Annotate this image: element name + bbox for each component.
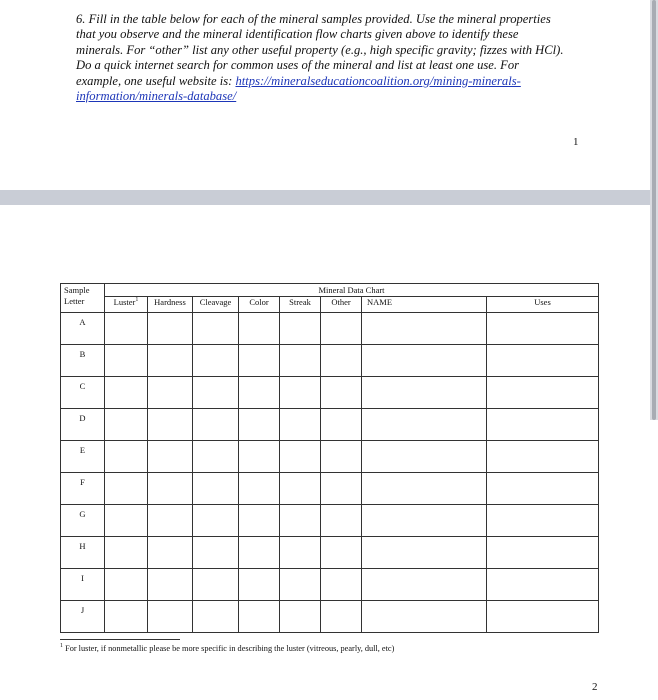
question-line: Do a quick internet search for common uses of the mineral and list at least one use. For [76, 58, 520, 73]
uses-input-cell[interactable] [487, 345, 599, 377]
color-input-cell[interactable] [239, 441, 280, 473]
table-row [61, 505, 599, 537]
sample-letter-cell: A [61, 313, 105, 345]
streak-header: Streak [280, 297, 321, 313]
uses-input-cell[interactable] [487, 473, 599, 505]
table-row [61, 473, 599, 505]
name-input-cell[interactable] [362, 441, 487, 473]
question-line [76, 74, 596, 89]
sample-letter-cell: I [61, 569, 105, 601]
streak-input-cell[interactable] [280, 377, 321, 409]
name-input-cell[interactable] [362, 537, 487, 569]
table-title: Mineral Data Chart [105, 284, 599, 297]
color-input-cell[interactable] [239, 377, 280, 409]
uses-input-cell[interactable] [487, 313, 599, 345]
name-input-cell[interactable] [362, 345, 487, 377]
other-input-cell[interactable] [321, 345, 362, 377]
luster-input-cell[interactable] [105, 313, 148, 345]
color-input-cell[interactable] [239, 313, 280, 345]
luster-input-cell[interactable] [105, 569, 148, 601]
other-input-cell[interactable] [321, 505, 362, 537]
uses-input-cell[interactable] [487, 569, 599, 601]
streak-input-cell[interactable] [280, 601, 321, 633]
cleavage-header: Cleavage [193, 297, 239, 313]
uses-input-cell[interactable] [487, 537, 599, 569]
sample-letter-cell: H [61, 537, 105, 569]
cleavage-input-cell[interactable] [193, 601, 239, 633]
hardness-input-cell[interactable] [148, 345, 193, 377]
scrollbar-thumb[interactable] [652, 0, 656, 420]
table-row [61, 409, 599, 441]
sample-letter-cell: D [61, 409, 105, 441]
color-input-cell[interactable] [239, 537, 280, 569]
sample-letter-cell: J [61, 601, 105, 633]
question-line: 6. Fill in the table below for each of the mineral samples provided. Use the mineral properties [76, 12, 551, 26]
footnote-mark: 1 [60, 643, 63, 649]
vertical-scrollbar[interactable] [650, 0, 658, 420]
name-input-cell[interactable] [362, 601, 487, 633]
cleavage-input-cell[interactable] [193, 537, 239, 569]
footnote [60, 643, 394, 653]
streak-input-cell[interactable] [280, 345, 321, 377]
cleavage-input-cell[interactable] [193, 313, 239, 345]
color-input-cell[interactable] [239, 345, 280, 377]
table-row [61, 377, 599, 409]
streak-input-cell[interactable] [280, 505, 321, 537]
name-input-cell[interactable] [362, 505, 487, 537]
uses-input-cell[interactable] [487, 601, 599, 633]
sample-letter-cell: G [61, 505, 105, 537]
other-input-cell[interactable] [321, 409, 362, 441]
cleavage-input-cell[interactable] [193, 505, 239, 537]
cleavage-input-cell[interactable] [193, 377, 239, 409]
letter-header-text: Letter [64, 296, 85, 306]
hardness-input-cell[interactable] [148, 409, 193, 441]
streak-input-cell[interactable] [280, 441, 321, 473]
question-line: minerals. For “other” list any other useful property (e.g., high specific gravity; fizzes with HCl). [76, 42, 564, 57]
sample-letter-cell: B [61, 345, 105, 377]
streak-input-cell[interactable] [280, 569, 321, 601]
luster-label: Luster [113, 297, 136, 307]
question-line-prefix: example, one useful website is: [76, 73, 236, 88]
cleavage-input-cell[interactable] [193, 409, 239, 441]
name-header: NAME [362, 297, 487, 313]
uses-input-cell[interactable] [487, 505, 599, 537]
color-input-cell[interactable] [239, 505, 280, 537]
sample-header-text: Sample [64, 285, 90, 295]
minerals-database-link-continued[interactable]: information/minerals-database/ [76, 89, 237, 104]
color-input-cell[interactable] [239, 601, 280, 633]
other-input-cell[interactable] [321, 441, 362, 473]
other-input-cell[interactable] [321, 537, 362, 569]
streak-input-cell[interactable] [280, 473, 321, 505]
hardness-input-cell[interactable] [148, 441, 193, 473]
cleavage-input-cell[interactable] [193, 569, 239, 601]
streak-input-cell[interactable] [280, 537, 321, 569]
luster-header [105, 297, 148, 313]
luster-input-cell[interactable] [105, 345, 148, 377]
name-input-cell[interactable] [362, 473, 487, 505]
hardness-header: Hardness [148, 297, 193, 313]
document-page-1 [0, 0, 650, 190]
footnote-text: For luster, if nonmetallic please be more specific in describing the luster (vitreous, pearly, dull, etc) [65, 643, 395, 653]
other-input-cell[interactable] [321, 473, 362, 505]
luster-input-cell[interactable] [105, 473, 148, 505]
footnote-divider [60, 639, 180, 640]
minerals-database-link[interactable]: https://mineralseducationcoalition.org/mining-minerals- [235, 73, 521, 88]
name-input-cell[interactable] [362, 569, 487, 601]
hardness-input-cell[interactable] [148, 313, 193, 345]
hardness-input-cell[interactable] [148, 505, 193, 537]
question-line [76, 89, 596, 104]
document-page-2 [0, 205, 650, 700]
sample-letter-cell: C [61, 377, 105, 409]
uses-input-cell[interactable] [487, 441, 599, 473]
table-row [61, 441, 599, 473]
table-row [61, 345, 599, 377]
hardness-input-cell[interactable] [148, 537, 193, 569]
color-input-cell[interactable] [239, 569, 280, 601]
name-input-cell[interactable] [362, 409, 487, 441]
color-input-cell[interactable] [239, 473, 280, 505]
question-6-instructions [76, 12, 596, 104]
cleavage-input-cell[interactable] [193, 345, 239, 377]
other-input-cell[interactable] [321, 377, 362, 409]
table-row [61, 601, 599, 633]
hardness-input-cell[interactable] [148, 377, 193, 409]
other-input-cell[interactable] [321, 313, 362, 345]
hardness-input-cell[interactable] [148, 601, 193, 633]
hardness-input-cell[interactable] [148, 569, 193, 601]
other-input-cell[interactable] [321, 601, 362, 633]
luster-input-cell[interactable] [105, 377, 148, 409]
sample-letter-header [61, 284, 105, 313]
hardness-input-cell[interactable] [148, 473, 193, 505]
page-separator [0, 190, 658, 205]
cleavage-input-cell[interactable] [193, 473, 239, 505]
color-input-cell[interactable] [239, 409, 280, 441]
uses-input-cell[interactable] [487, 409, 599, 441]
table-row [61, 569, 599, 601]
uses-input-cell[interactable] [487, 377, 599, 409]
color-header: Color [239, 297, 280, 313]
uses-header: Uses [487, 297, 599, 313]
name-input-cell[interactable] [362, 313, 487, 345]
cleavage-input-cell[interactable] [193, 441, 239, 473]
mineral-data-table [60, 283, 599, 633]
other-header: Other [321, 297, 362, 313]
streak-input-cell[interactable] [280, 313, 321, 345]
luster-input-cell[interactable] [105, 505, 148, 537]
luster-input-cell[interactable] [105, 601, 148, 633]
luster-input-cell[interactable] [105, 537, 148, 569]
other-input-cell[interactable] [321, 569, 362, 601]
sample-letter-cell: F [61, 473, 105, 505]
streak-input-cell[interactable] [280, 409, 321, 441]
page-number: 2 [592, 681, 598, 693]
sample-letter-cell: E [61, 441, 105, 473]
table-row [61, 313, 599, 345]
luster-input-cell[interactable] [105, 441, 148, 473]
luster-input-cell[interactable] [105, 409, 148, 441]
question-line: that you observe and the mineral identification flow charts given above to identify these [76, 27, 519, 42]
page-number: 1 [573, 136, 579, 148]
name-input-cell[interactable] [362, 377, 487, 409]
table-row [61, 537, 599, 569]
luster-footnote-mark: 1 [135, 297, 139, 304]
